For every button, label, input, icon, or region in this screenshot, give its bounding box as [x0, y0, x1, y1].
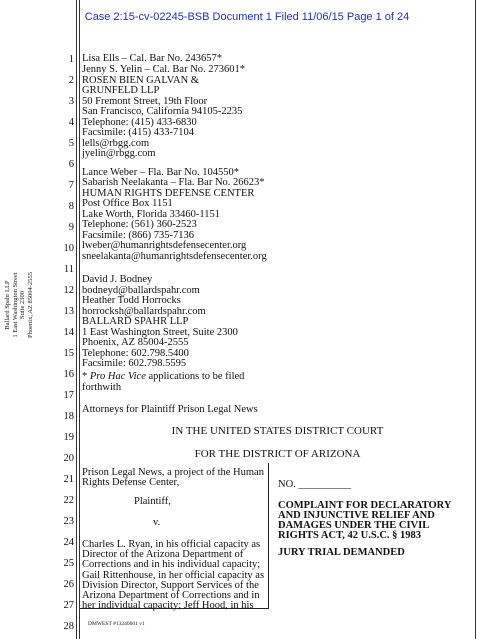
caption-line: Prison Legal News, a project of the Human: [82, 467, 264, 478]
line-number: 28: [63, 621, 74, 632]
line-number: 22: [63, 495, 74, 506]
counsel-line: Lake Worth, Florida 33460-1151: [82, 209, 220, 220]
counsel-line: ROSEN BIEN GALVAN &: [82, 75, 199, 86]
caption-line: Gail Rittenhouse, in her official capacity as: [82, 570, 265, 581]
counsel-email[interactable]: horrocksh@ballardspahr.com: [82, 306, 206, 317]
counsel-line: Telephone: (415) 433-6830: [82, 117, 197, 128]
complaint-title-line: COMPLAINT FOR DECLARATORY: [278, 500, 452, 511]
line-number: 25: [63, 558, 74, 569]
counsel-line: Facsimile: 602.798.5595: [82, 358, 187, 369]
line-number: 16: [63, 369, 74, 380]
caption-line: Rights Defense Center,: [82, 477, 180, 488]
counsel-line: GRUNFELD LLP: [82, 85, 160, 96]
line-number: 6: [68, 159, 74, 170]
line-number: 20: [63, 453, 74, 464]
sidebar-firm-stamp: [4, 250, 40, 360]
line-number: 4: [68, 117, 74, 128]
court-name: IN THE UNITED STATES DISTRICT COURT: [171, 425, 384, 437]
line-number: 13: [63, 306, 74, 317]
caption-versus: v.: [153, 517, 161, 528]
line-number: 27: [63, 600, 74, 611]
line-number: 8: [68, 201, 74, 212]
counsel-line: Telephone: 602.798.5400: [82, 348, 189, 359]
pro-hac-vice-note: * Pro Hac Vice applications to be filed: [82, 371, 245, 382]
line-number: 21: [63, 474, 74, 485]
case-number: NO. __________: [278, 479, 351, 490]
caption-line: Corrections and in his individual capacity;: [82, 559, 261, 570]
counsel-line: Lance Weber – Fla. Bar No. 104550*: [82, 167, 240, 178]
line-number: 17: [63, 390, 74, 401]
line-number: 15: [63, 348, 74, 359]
line-number: 1: [68, 54, 74, 65]
ecf-header-stamp: Case 2:15-cv-02245-BSB Document 1 Filed 11/06/15 Page 1 of 24: [84, 11, 410, 23]
counsel-line: Facsimile: (866) 735-7136: [82, 230, 194, 241]
line-number: 18: [63, 411, 74, 422]
counsel-line: Jenny S. Yelin – Cal. Bar No. 273601*: [82, 64, 246, 75]
line-number: 9: [68, 222, 74, 233]
line-number: 3: [68, 96, 74, 107]
sidebar-firm-line: 1 East Washington Street: [11, 272, 19, 338]
counsel-line: Post Office Box 1151: [82, 198, 173, 209]
counsel-line: Phoenix, AZ 85004-2555: [82, 337, 189, 348]
line-number: 26: [63, 579, 74, 590]
line-number: 5: [68, 138, 74, 149]
line-number: 2: [68, 75, 74, 86]
footer-docid: DMWEST #13240601 v1: [88, 621, 145, 627]
counsel-email[interactable]: lells@rbgg.com: [82, 138, 150, 149]
caption-line: her individual capacity; Jeff Hood, in his: [82, 600, 254, 611]
counsel-line: David J. Bodney: [82, 274, 153, 285]
counsel-email[interactable]: bodneyd@ballardspahr.com: [82, 285, 200, 296]
counsel-line: BALLARD SPAHR LLP: [82, 316, 189, 327]
line-number: 7: [68, 180, 74, 191]
sidebar-firm-line: Phoenix, AZ 85004-2555: [26, 272, 34, 338]
sidebar-firm-line: Suite 2300: [19, 291, 27, 319]
line-number: 23: [63, 516, 74, 527]
counsel-line: Telephone: (561) 360-2523: [82, 219, 197, 230]
counsel-email[interactable]: lweber@humanrightsdefensecenter.org: [82, 240, 247, 251]
line-number: 24: [63, 537, 74, 548]
caption-line: Charles L. Ryan, in his official capacity as: [82, 539, 261, 550]
caption-line: Director of the Arizona Department of: [82, 549, 244, 560]
counsel-line: Heather Todd Horrocks: [82, 295, 181, 306]
sidebar-firm-line: Ballard Spahr LLP: [4, 280, 11, 330]
complaint-title-line: RIGHTS ACT, 42 U.S.C. § 1983: [278, 530, 422, 541]
counsel-line: Sabarish Neelakanta – Fla. Bar No. 26623*: [82, 177, 265, 188]
counsel-line: Lisa Ells – Cal. Bar No. 243657*: [82, 53, 222, 64]
counsel-line: 1 East Washington Street, Suite 2300: [82, 327, 238, 338]
right-margin-rule: [475, 0, 476, 639]
complaint-title-line: DAMAGES UNDER THE CIVIL: [278, 520, 430, 531]
line-number: 10: [63, 243, 74, 254]
jury-demand: JURY TRIAL DEMANDED: [278, 547, 405, 558]
line-number: 19: [63, 432, 74, 443]
pro-hac-vice-note-line2: forthwith: [82, 382, 122, 393]
counsel-line: 50 Fremont Street, 19th Floor: [82, 96, 208, 107]
complaint-title-line: AND INJUNCTIVE RELIEF AND: [278, 510, 435, 521]
counsel-line: San Francisco, California 94105-2235: [82, 106, 243, 117]
line-number: 12: [63, 285, 74, 296]
court-district: FOR THE DISTRICT OF ARIZONA: [194, 448, 361, 460]
caption-plaintiff-label: Plaintiff,: [134, 496, 171, 507]
left-margin-rule-1: [76, 0, 77, 639]
counsel-email[interactable]: sneelakanta@humanrightsdefensecenter.org: [82, 251, 267, 262]
caption-line: Arizona Department of Corrections and in: [82, 590, 260, 601]
attorneys-for: Attorneys for Plaintiff Prison Legal News: [82, 404, 258, 415]
counsel-line: HUMAN RIGHTS DEFENSE CENTER: [82, 188, 255, 199]
line-number: 11: [63, 264, 74, 275]
line-number: 14: [63, 327, 74, 338]
counsel-email[interactable]: jyelin@rbgg.com: [82, 148, 156, 159]
caption-line: Division Director, Support Services of the: [82, 580, 259, 591]
counsel-line: Facsimile: (415) 433-7104: [82, 127, 194, 138]
